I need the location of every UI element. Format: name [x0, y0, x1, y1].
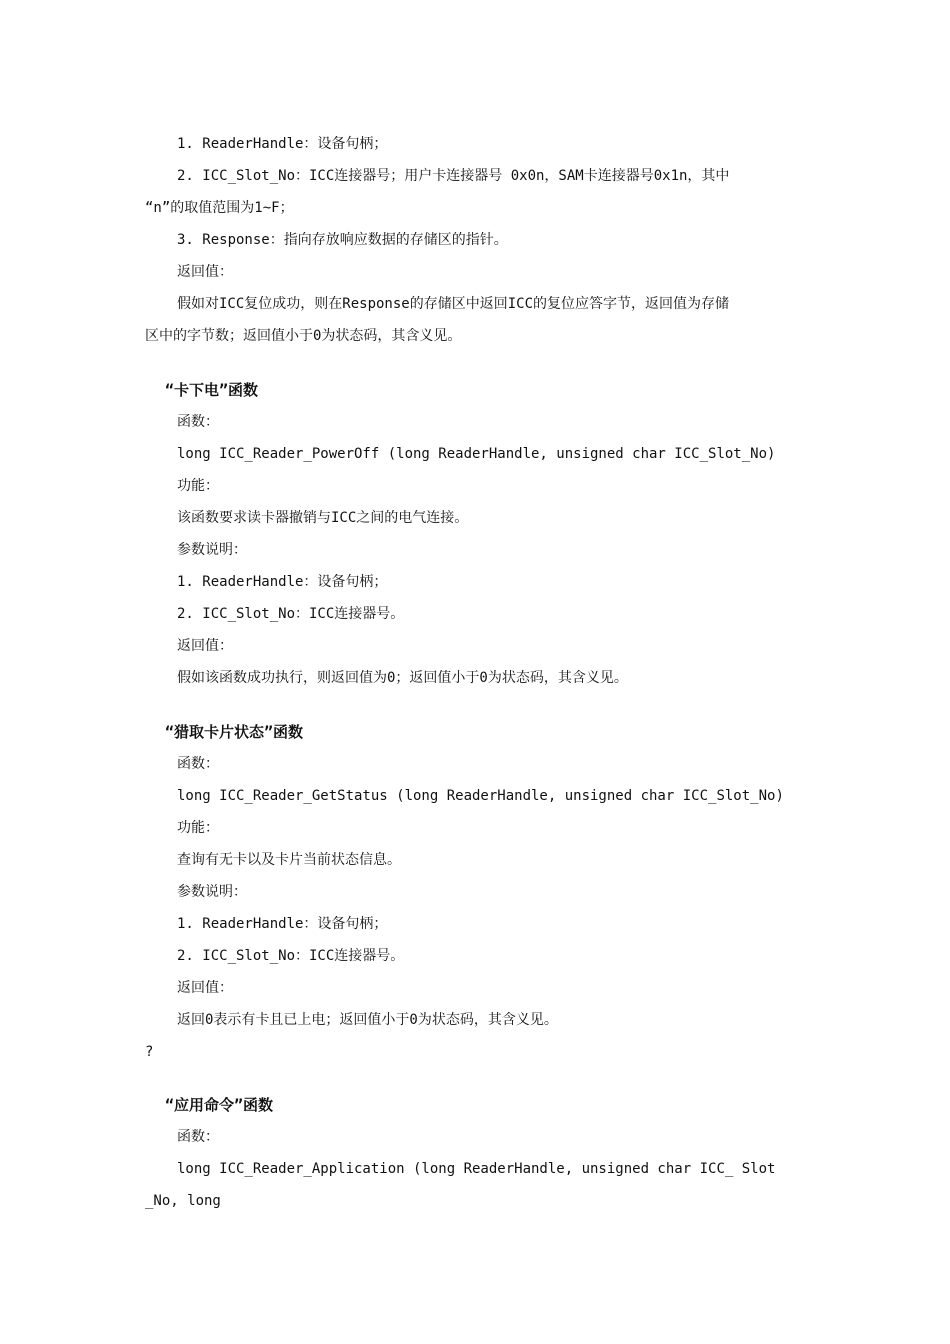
feature-label: 功能： — [177, 820, 219, 836]
feature-description: 该函数要求读卡器撤销与ICC之间的电气连接。 — [177, 510, 469, 526]
return-description-cont: 区中的字节数；返回值小于0为状态码，其含义见。 — [145, 328, 462, 344]
feature-description: 查询有无卡以及卡片当前状态信息。 — [177, 852, 401, 868]
function-signature: long ICC_Reader_GetStatus (long ReaderHandle, unsigned char ICC_Slot_No) — [177, 788, 784, 804]
function-signature-cont: _No, long — [145, 1193, 221, 1209]
section-heading-application: “应用命令”函数 — [165, 1096, 274, 1114]
feature-label: 功能： — [177, 478, 219, 494]
section-heading-getstatus: “猎取卡片状态”函数 — [165, 723, 304, 741]
param-reader-handle: 1. ReaderHandle：设备句柄； — [177, 574, 388, 590]
return-description: 假如对ICC复位成功，则在Response的存储区中返回ICC的复位应答字节，返回值为存储 — [177, 296, 730, 312]
params-label: 参数说明： — [177, 884, 247, 900]
section-heading-poweroff: “卡下电”函数 — [165, 381, 259, 399]
function-label: 函数： — [177, 414, 219, 430]
return-label: 返回值： — [177, 638, 233, 654]
function-label: 函数： — [177, 1129, 219, 1145]
param-icc-slot-no: 2. ICC_Slot_No：ICC连接器号。 — [177, 606, 405, 622]
param-reader-handle: 1. ReaderHandle：设备句柄； — [177, 136, 388, 152]
return-label: 返回值： — [177, 980, 233, 996]
params-label: 参数说明： — [177, 542, 247, 558]
stray-question-mark: ? — [145, 1044, 154, 1060]
param-icc-slot-no: 2. ICC_Slot_No：ICC连接器号；用户卡连接器号 0x0n，SAM卡连接器号0x1n，其中 — [177, 168, 730, 184]
param-icc-slot-no-cont: “n”的取值范围为1~F； — [145, 200, 294, 216]
function-signature: long ICC_Reader_PowerOff (long ReaderHandle, unsigned char ICC_Slot_No) — [177, 446, 776, 462]
param-icc-slot-no: 2. ICC_Slot_No：ICC连接器号。 — [177, 948, 405, 964]
return-description: 返回0表示有卡且已上电；返回值小于0为状态码，其含义见。 — [177, 1012, 558, 1028]
function-signature: long ICC_Reader_Application (long ReaderHandle, unsigned char ICC_ Slot — [177, 1161, 776, 1177]
param-reader-handle: 1. ReaderHandle：设备句柄； — [177, 916, 388, 932]
param-response: 3. Response：指向存放响应数据的存储区的指针。 — [177, 232, 508, 248]
return-label: 返回值： — [177, 264, 233, 280]
return-description: 假如该函数成功执行，则返回值为0；返回值小于0为状态码，其含义见。 — [177, 670, 628, 686]
function-label: 函数： — [177, 756, 219, 772]
